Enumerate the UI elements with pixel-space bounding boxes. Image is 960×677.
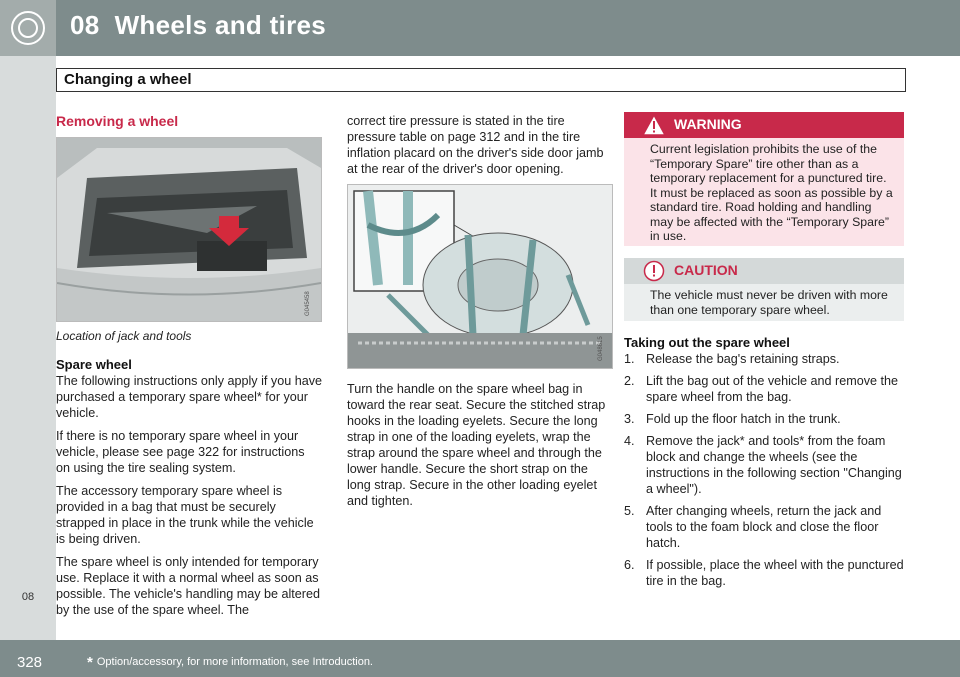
list-item: 1. Release the bag's retaining straps. [624,352,840,366]
paragraph: The accessory temporary spare wheel is provided in a bag that must be securely strapped in place in the trunk while the vehicle is being driven. [56,484,314,546]
trunk-figure [56,137,322,322]
chapter-sidebar [0,56,56,640]
warning-box [624,112,904,246]
warning-header [624,112,904,138]
caution-header [624,258,904,284]
paragraph: The following instructions only apply if you have purchased a temporary spare wheel* for your vehicle. [56,374,323,420]
spare-wheel-figure [347,184,613,369]
list-item: 5. After changing wheels, return the jack and tools to the foam block and close the floor hatch. [624,504,882,550]
section-title: Changing a wheel [64,71,192,88]
warning-text: Current legislation prohibits the use of the “Temporary Spare” tire other than as a temporary replacement for a punctured tire. It must be replaced as soon as possible by a standard tire. Road holding and handling may be affected with the “Temporary Spare” in use. [650,142,893,243]
warning-label: WARNING [674,116,742,132]
paragraph: Turn the handle on the spare wheel bag in toward the rear seat. Secure the stitched strap hooks in the loading eyelets. Secure the long strap in one of the loading eyelets, wrap the strap around the spare wheel and through the lower handle. Secure the short strap on the long strap. Secure in the other loading eyelet and tighten. [347,382,606,508]
warning-icon [642,114,666,136]
paragraph: If there is no temporary spare wheel in your vehicle, please see page 322 for instructions on using the tire sealing system. [56,429,305,475]
steps-heading: Taking out the spare wheel [624,335,790,350]
caution-label: CAUTION [674,262,738,278]
figure-caption: Location of jack and tools [56,329,192,343]
page-number: 328 [17,654,43,671]
tire-icon [0,0,56,56]
spare-wheel-heading: Spare wheel [56,357,132,372]
list-item: 6. If possible, place the wheel with the punctured tire in the bag. [624,558,904,588]
list-item: 3. Fold up the floor hatch in the trunk. [624,412,841,426]
section-heading: Removing a wheel [56,113,179,129]
steps-list [624,351,906,589]
list-item: 4. Remove the jack* and tools* from the foam block and change the wheels (see the instructions in the following section "Changing a wheel"). [624,434,902,496]
chapter-title: 08 Wheels and tires [70,10,327,40]
figure-code: G045458 [305,291,311,316]
steps-column [624,335,906,595]
chapter-tab[interactable]: 08 [21,591,35,603]
page-footer [0,640,960,677]
paragraph: The spare wheel is only intended for temporary use. Replace it with a normal wheel as soon as possible. The vehicle's handling may be altered by the use of the spare wheel. The [56,555,321,617]
section-title-bar [56,68,906,92]
middle-column [347,113,613,516]
footer-note: * Option/accessory, for more information, see Introduction. [87,654,373,671]
trunk-illustration [57,138,321,321]
caution-text: The vehicle must never be driven with more than one temporary spare wheel. [650,288,888,317]
list-item: 2. Lift the bag out of the vehicle and remove the spare wheel from the bag. [624,374,899,404]
left-column [56,113,322,625]
caution-icon [643,260,665,282]
caution-box [624,258,904,321]
paragraph: correct tire pressure is stated in the tire pressure table on page 312 and in the tire inflation placard on the driver's side door jamb at the rear of the driver's door opening. [347,114,604,176]
chapter-header [0,0,960,56]
spare-wheel-illustration [348,185,612,368]
figure-code: G048615 [598,336,604,361]
